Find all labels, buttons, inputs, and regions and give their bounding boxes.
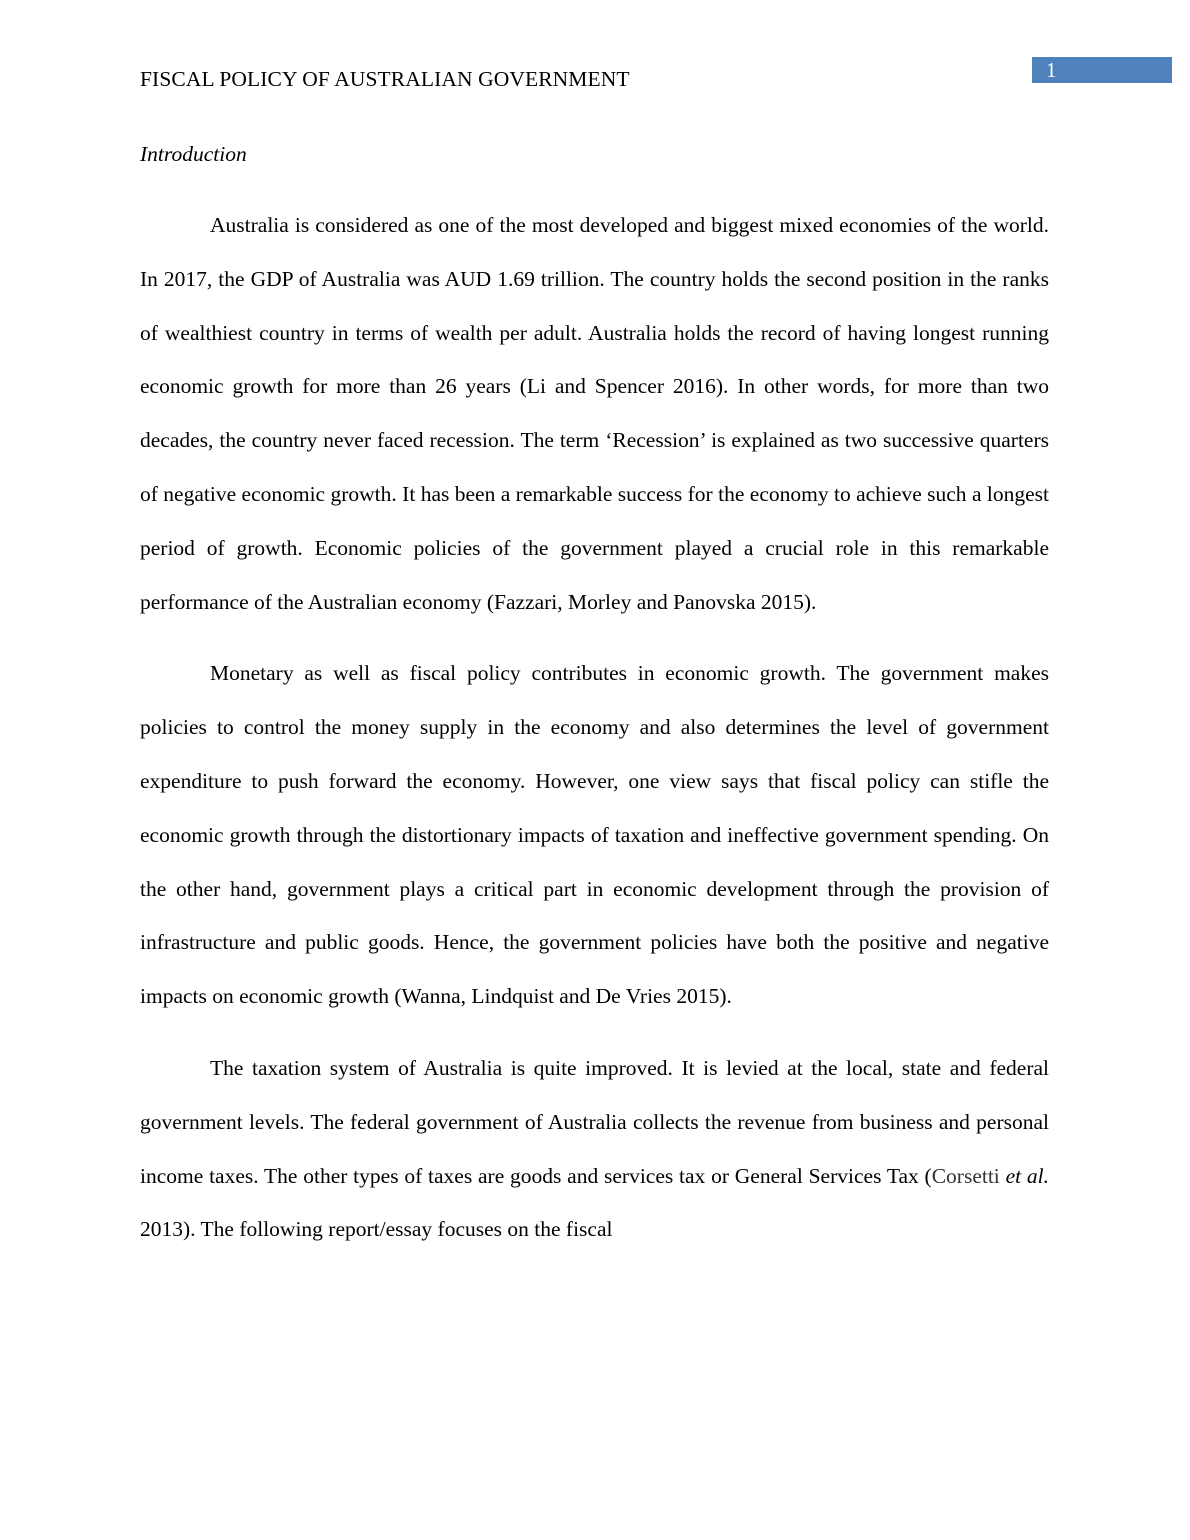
section-heading: Introduction bbox=[140, 142, 247, 166]
paragraph-3 bbox=[140, 1042, 1049, 1257]
running-head: FISCAL POLICY OF AUSTRALIAN GOVERNMENT bbox=[140, 67, 630, 91]
paragraph-1: Australia is considered as one of the most developed and biggest mixed economies of the world. In 2017, the GDP of Australia was AUD 1.69 trillion. The country holds the second position in the ranks of wealthiest country in terms of wealth per adult. Australia holds the record of having longest running economic growth for more than 26 years (Li and Spencer 2016). In other words, for more than two decades, the country never faced recession. The term ‘Recession’ is explained as two successive quarters of negative economic growth. It has been a remarkable success for the economy to achieve such a longest period of growth. Economic policies of the government played a crucial role in this remarkable performance of the Australian economy (Fazzari, Morley and Panovska 2015). bbox=[140, 213, 1049, 614]
paragraph-3-text-after-citation: 2013). The following report/essay focuses on the fiscal bbox=[140, 1217, 613, 1242]
paragraph-3-text-before-citation: The taxation system of Australia is quite improved. It is levied at the local, state and federal government levels. The federal government of Australia collects the revenue from business and personal income taxes. The other types of taxes are goods and services tax or General Services Tax ( bbox=[140, 1055, 1049, 1188]
citation-author: Corsetti bbox=[931, 1163, 1000, 1188]
paragraph-2: Monetary as well as fiscal policy contributes in economic growth. The government makes policies to control the money supply in the economy and also determines the level of government expenditure to push forward the economy. However, one view says that fiscal policy can stifle the economic growth through the distortionary impacts of taxation and ineffective government spending. On the other hand, government plays a critical part in economic development through the provision of infrastructure and public goods. Hence, the government policies have both the positive and negative impacts on economic growth (Wanna, Lindquist and De Vries 2015). bbox=[140, 661, 1049, 1009]
page-number: 1 bbox=[1046, 58, 1057, 82]
citation-et-al: et al. bbox=[1005, 1163, 1049, 1188]
body-text bbox=[140, 199, 1049, 1275]
page-number-badge bbox=[1032, 57, 1172, 83]
